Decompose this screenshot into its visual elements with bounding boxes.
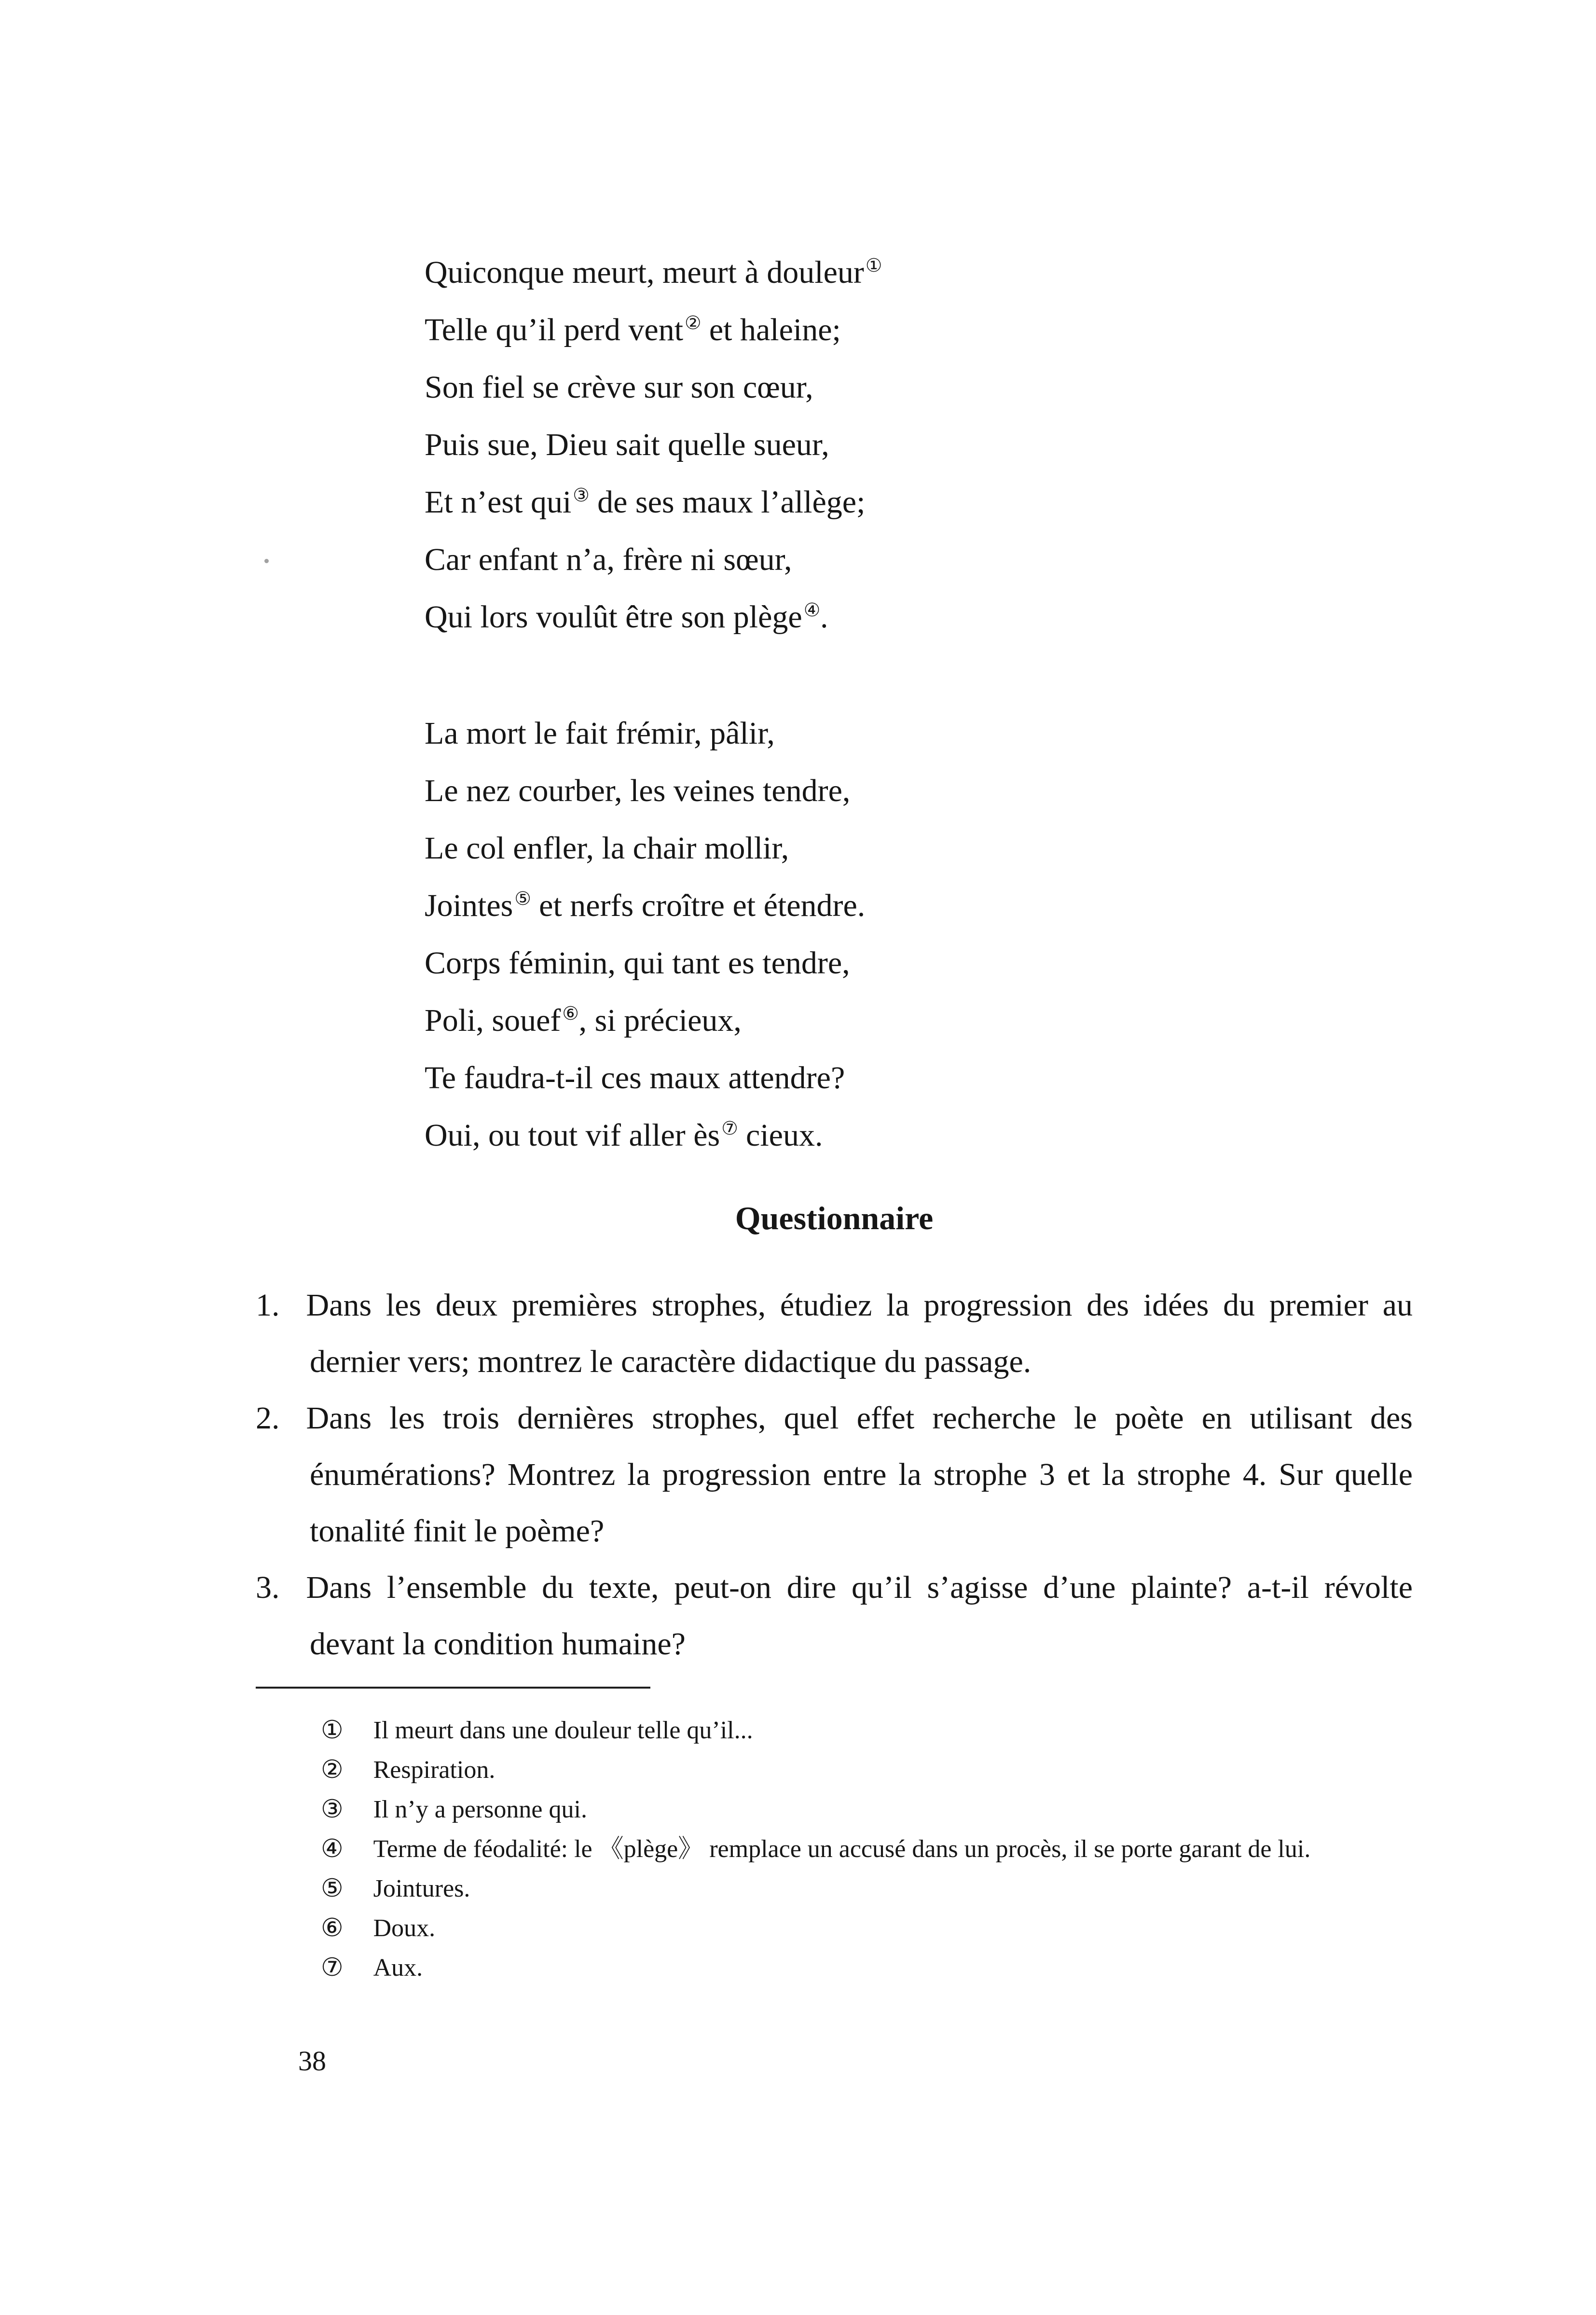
poem-line: La mort le fait frémir, pâlir, bbox=[425, 716, 775, 751]
footnote-divider bbox=[256, 1687, 650, 1689]
footnote-ref-icon: ⑥ bbox=[562, 1004, 579, 1024]
footnote-marker: ④ bbox=[321, 1835, 344, 1863]
question-item bbox=[256, 1277, 1413, 1390]
footnote-marker: ② bbox=[321, 1756, 344, 1784]
question-number: 2. bbox=[256, 1400, 280, 1436]
question-item bbox=[256, 1559, 1413, 1672]
footnote-item bbox=[256, 1750, 1438, 1790]
footnote-item bbox=[256, 1909, 1438, 1948]
poem-line: Telle qu’il perd vent② et haleine; bbox=[425, 312, 841, 347]
poem-line: Le nez courber, les veines tendre, bbox=[425, 773, 851, 808]
poem-line: Puis sue, Dieu sait quelle sueur, bbox=[425, 427, 829, 462]
poem-line: Poli, souef⑥, si précieux, bbox=[425, 1003, 742, 1038]
footnote-ref-icon: ④ bbox=[803, 600, 820, 621]
poem-line: Le col enfler, la chair mollir, bbox=[425, 831, 789, 866]
footnote-item bbox=[256, 1830, 1438, 1869]
footnote-text: Respiration. bbox=[373, 1756, 495, 1784]
poem-stanza-2 bbox=[425, 705, 1413, 1164]
footnote-ref-icon: ② bbox=[685, 313, 702, 333]
poem bbox=[425, 244, 1413, 1164]
footnote-ref-icon: ③ bbox=[573, 485, 590, 506]
footnote-item bbox=[256, 1790, 1438, 1830]
footnote-marker: ① bbox=[321, 1717, 344, 1744]
question-text: Dans les deux premières strophes, étudiez la progression des idées du premier au dernier vers; montrez le caractère didactique du passage. bbox=[306, 1288, 1413, 1379]
poem-line: Te faudra-t-il ces maux attendre? bbox=[425, 1060, 845, 1095]
question-text: Dans l’ensemble du texte, peut-on dire qu’il s’agisse d’une plainte? a-t-il révolte devant la condition humaine? bbox=[306, 1570, 1413, 1662]
footnote-text: Il n’y a personne qui. bbox=[373, 1796, 587, 1823]
footnote-text: Il meurt dans une douleur telle qu’il... bbox=[373, 1717, 753, 1744]
page-number: 38 bbox=[298, 2045, 326, 2077]
poem-line: Car enfant n’a, frère ni sœur, bbox=[425, 542, 792, 577]
footnote-text: Jointures. bbox=[373, 1875, 470, 1902]
question-item bbox=[256, 1390, 1413, 1559]
footnote-marker: ③ bbox=[321, 1796, 344, 1823]
question-number: 3. bbox=[256, 1570, 280, 1605]
footnote-text: Terme de féodalité: le 《plège》 remplace un accusé dans un procès, il se porte garant de lui. bbox=[373, 1835, 1311, 1863]
poem-line: Jointes⑤ et nerfs croître et étendre. bbox=[425, 888, 866, 923]
poem-stanza-1 bbox=[425, 244, 1413, 646]
footnote-item bbox=[256, 1948, 1438, 1988]
footnotes bbox=[256, 1711, 1438, 1988]
question-text: Dans les trois dernières strophes, quel effet recherche le poète en utilisant des énumérations? Montrez la progression entre la strophe 3 et la strophe 4. Sur quelle tonalité finit le poème? bbox=[306, 1400, 1413, 1549]
questionnaire-heading: Questionnaire bbox=[735, 1200, 934, 1236]
question-list bbox=[256, 1277, 1413, 1672]
poem-line: Quiconque meurt, meurt à douleur① bbox=[425, 255, 882, 290]
footnote-text: Doux. bbox=[373, 1914, 436, 1942]
footnote-text: Aux. bbox=[373, 1954, 423, 1982]
scan-speck bbox=[264, 559, 269, 563]
poem-line: Qui lors voulût être son plège④. bbox=[425, 599, 828, 635]
poem-line: Et n’est qui③ de ses maux l’allège; bbox=[425, 485, 866, 520]
footnote-marker: ⑥ bbox=[321, 1914, 344, 1942]
footnote-ref-icon: ⑦ bbox=[721, 1119, 738, 1139]
footnote-item bbox=[256, 1711, 1438, 1750]
poem-line: Oui, ou tout vif aller ès⑦ cieux. bbox=[425, 1118, 823, 1153]
poem-line: Son fiel se crève sur son cœur, bbox=[425, 370, 813, 405]
footnote-ref-icon: ① bbox=[865, 256, 882, 276]
footnote-marker: ⑤ bbox=[321, 1875, 344, 1902]
footnote-marker: ⑦ bbox=[321, 1954, 344, 1982]
footnote-ref-icon: ⑤ bbox=[514, 889, 531, 909]
question-number: 1. bbox=[256, 1288, 280, 1323]
poem-line: Corps féminin, qui tant es tendre, bbox=[425, 945, 850, 981]
footnote-item bbox=[256, 1869, 1438, 1909]
